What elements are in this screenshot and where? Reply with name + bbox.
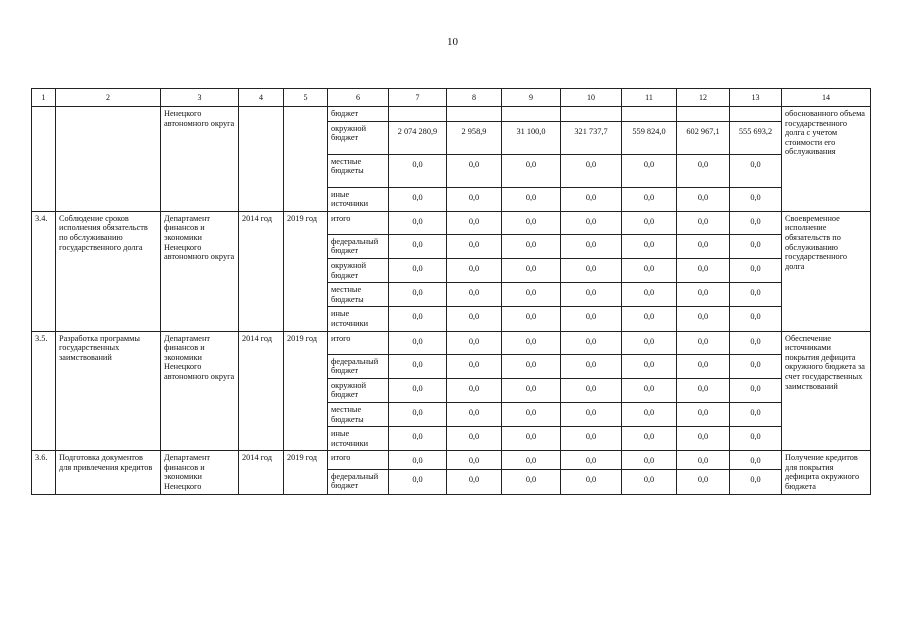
start-year-cell: 2014 год	[239, 211, 284, 331]
value-cell: 0,0	[677, 187, 730, 211]
column-number: 10	[561, 89, 622, 107]
value-cell: 0,0	[677, 354, 730, 378]
funding-source: итого	[328, 211, 389, 234]
item-number-cell: 3.5.	[32, 331, 56, 451]
value-cell: 0,0	[622, 258, 677, 282]
start-year-cell: 2014 год	[239, 331, 284, 451]
value-cell: 0,0	[447, 234, 502, 258]
column-number-row	[32, 89, 871, 107]
value-cell: 2 958,9	[447, 121, 502, 154]
value-cell: 0,0	[677, 378, 730, 402]
value-cell: 0,0	[561, 283, 622, 307]
column-number: 4	[239, 89, 284, 107]
value-cell: 0,0	[447, 307, 502, 331]
executor-cell: Департамент финансов и экономики Ненецкого автономного округа	[161, 331, 239, 451]
value-cell: 0,0	[622, 402, 677, 426]
end-year-cell: 2019 год	[284, 331, 328, 451]
value-cell: 0,0	[447, 427, 502, 451]
value-cell: 0,0	[622, 211, 677, 234]
value-cell: 0,0	[677, 307, 730, 331]
value-cell: 0,0	[389, 451, 447, 469]
value-cell: 0,0	[677, 154, 730, 187]
value-cell: 0,0	[677, 469, 730, 494]
value-cell: 0,0	[622, 154, 677, 187]
value-cell	[730, 107, 782, 122]
value-cell: 0,0	[622, 307, 677, 331]
value-cell: 0,0	[389, 283, 447, 307]
value-cell: 0,0	[389, 402, 447, 426]
value-cell	[502, 107, 561, 122]
value-cell: 0,0	[502, 187, 561, 211]
value-cell: 0,0	[561, 307, 622, 331]
value-cell: 0,0	[447, 211, 502, 234]
item-name-cell	[56, 107, 161, 212]
value-cell: 0,0	[561, 258, 622, 282]
column-number: 5	[284, 89, 328, 107]
value-cell: 0,0	[730, 154, 782, 187]
page-number: 10	[447, 36, 458, 48]
value-cell: 0,0	[502, 258, 561, 282]
item-name-cell: Соблюдение сроков исполнения обязательств по обслуживанию государственного долга	[56, 211, 161, 331]
end-year-cell	[284, 107, 328, 212]
value-cell: 0,0	[677, 258, 730, 282]
value-cell: 0,0	[447, 331, 502, 354]
value-cell	[677, 107, 730, 122]
value-cell: 0,0	[677, 331, 730, 354]
value-cell: 0,0	[677, 234, 730, 258]
end-year-cell: 2019 год	[284, 211, 328, 331]
table-row	[32, 331, 871, 354]
value-cell: 0,0	[502, 451, 561, 469]
value-cell: 0,0	[502, 307, 561, 331]
value-cell: 0,0	[730, 331, 782, 354]
value-cell: 0,0	[502, 154, 561, 187]
value-cell	[447, 107, 502, 122]
value-cell: 0,0	[389, 211, 447, 234]
funding-source: иные источники	[328, 427, 389, 451]
value-cell: 0,0	[502, 283, 561, 307]
value-cell: 0,0	[622, 378, 677, 402]
value-cell: 0,0	[389, 187, 447, 211]
value-cell: 0,0	[730, 234, 782, 258]
item-name-cell: Подготовка документов для привлечения кредитов	[56, 451, 161, 494]
value-cell: 0,0	[389, 307, 447, 331]
program-table	[31, 88, 871, 495]
value-cell: 0,0	[622, 427, 677, 451]
value-cell: 0,0	[502, 402, 561, 426]
column-number: 9	[502, 89, 561, 107]
value-cell: 0,0	[730, 427, 782, 451]
value-cell: 0,0	[622, 234, 677, 258]
value-cell: 0,0	[561, 378, 622, 402]
column-number: 1	[32, 89, 56, 107]
column-number: 14	[782, 89, 871, 107]
value-cell: 0,0	[502, 427, 561, 451]
funding-source: бюджет	[328, 107, 389, 122]
value-cell: 0,0	[502, 469, 561, 494]
value-cell: 0,0	[622, 451, 677, 469]
value-cell: 0,0	[561, 331, 622, 354]
value-cell: 0,0	[561, 354, 622, 378]
table-row	[32, 211, 871, 234]
item-number-cell	[32, 107, 56, 212]
funding-source: федеральный бюджет	[328, 354, 389, 378]
value-cell: 0,0	[730, 402, 782, 426]
value-cell: 0,0	[730, 211, 782, 234]
value-cell: 0,0	[561, 234, 622, 258]
value-cell: 0,0	[677, 427, 730, 451]
value-cell: 0,0	[502, 234, 561, 258]
funding-source: федеральный бюджет	[328, 234, 389, 258]
value-cell: 0,0	[561, 402, 622, 426]
value-cell: 559 824,0	[622, 121, 677, 154]
value-cell: 0,0	[561, 154, 622, 187]
funding-source: итого	[328, 451, 389, 469]
funding-source: местные бюджеты	[328, 283, 389, 307]
value-cell: 0,0	[677, 283, 730, 307]
value-cell: 0,0	[730, 258, 782, 282]
value-cell: 0,0	[389, 378, 447, 402]
value-cell: 0,0	[447, 451, 502, 469]
value-cell: 0,0	[389, 469, 447, 494]
expected-result-cell: обоснованного объема государственного долга с учетом стоимости его обслуживания	[782, 107, 871, 212]
value-cell: 555 693,2	[730, 121, 782, 154]
expected-result-cell: Обеспечение источниками покрытия дефицита окружного бюджета за счет государственных заимствований	[782, 331, 871, 451]
value-cell: 0,0	[447, 469, 502, 494]
value-cell: 0,0	[389, 258, 447, 282]
value-cell: 0,0	[622, 283, 677, 307]
value-cell	[389, 107, 447, 122]
executor-cell: Ненецкого автономного округа	[161, 107, 239, 212]
column-number: 11	[622, 89, 677, 107]
end-year-cell: 2019 год	[284, 451, 328, 494]
value-cell: 0,0	[730, 187, 782, 211]
value-cell: 0,0	[561, 211, 622, 234]
item-name-cell: Разработка программы государственных заимствований	[56, 331, 161, 451]
value-cell: 0,0	[502, 331, 561, 354]
value-cell: 0,0	[447, 283, 502, 307]
funding-source: местные бюджеты	[328, 402, 389, 426]
value-cell: 0,0	[447, 154, 502, 187]
value-cell: 0,0	[677, 211, 730, 234]
value-cell: 0,0	[447, 354, 502, 378]
value-cell: 0,0	[502, 354, 561, 378]
value-cell: 0,0	[502, 211, 561, 234]
funding-source: федеральный бюджет	[328, 469, 389, 494]
start-year-cell	[239, 107, 284, 212]
value-cell: 0,0	[730, 354, 782, 378]
value-cell	[561, 107, 622, 122]
executor-cell: Департамент финансов и экономики Ненецкого	[161, 451, 239, 494]
value-cell: 0,0	[622, 469, 677, 494]
table-row	[32, 451, 871, 469]
value-cell: 2 074 280,9	[389, 121, 447, 154]
value-cell: 0,0	[502, 378, 561, 402]
table-row	[32, 107, 871, 122]
value-cell: 0,0	[622, 331, 677, 354]
executor-cell: Департамент финансов и экономики Ненецкого автономного округа	[161, 211, 239, 331]
value-cell: 0,0	[561, 427, 622, 451]
value-cell: 0,0	[447, 378, 502, 402]
funding-source: иные источники	[328, 187, 389, 211]
column-number: 6	[328, 89, 389, 107]
value-cell: 0,0	[677, 402, 730, 426]
column-number: 3	[161, 89, 239, 107]
funding-source: окружной бюджет	[328, 378, 389, 402]
value-cell: 0,0	[561, 451, 622, 469]
funding-source: окружной бюджет	[328, 258, 389, 282]
expected-result-cell: Своевременное исполнение обязательств по обслуживанию государственного долга	[782, 211, 871, 331]
item-number-cell: 3.6.	[32, 451, 56, 494]
funding-source: окружной бюджет	[328, 121, 389, 154]
column-number: 7	[389, 89, 447, 107]
column-number: 2	[56, 89, 161, 107]
value-cell: 0,0	[447, 258, 502, 282]
value-cell: 0,0	[730, 469, 782, 494]
funding-source: иные источники	[328, 307, 389, 331]
item-number-cell: 3.4.	[32, 211, 56, 331]
start-year-cell: 2014 год	[239, 451, 284, 494]
column-number: 12	[677, 89, 730, 107]
value-cell: 0,0	[622, 354, 677, 378]
value-cell: 0,0	[622, 187, 677, 211]
value-cell: 0,0	[730, 307, 782, 331]
value-cell: 31 100,0	[502, 121, 561, 154]
column-number: 8	[447, 89, 502, 107]
value-cell: 0,0	[389, 234, 447, 258]
funding-source: местные бюджеты	[328, 154, 389, 187]
value-cell: 0,0	[389, 427, 447, 451]
value-cell: 0,0	[561, 469, 622, 494]
value-cell: 0,0	[561, 187, 622, 211]
value-cell	[622, 107, 677, 122]
column-number: 13	[730, 89, 782, 107]
value-cell: 0,0	[677, 451, 730, 469]
value-cell: 0,0	[389, 154, 447, 187]
funding-source: итого	[328, 331, 389, 354]
value-cell: 0,0	[389, 331, 447, 354]
value-cell: 321 737,7	[561, 121, 622, 154]
value-cell: 0,0	[730, 451, 782, 469]
value-cell: 0,0	[447, 402, 502, 426]
value-cell: 602 967,1	[677, 121, 730, 154]
value-cell: 0,0	[730, 378, 782, 402]
value-cell: 0,0	[389, 354, 447, 378]
value-cell: 0,0	[730, 283, 782, 307]
expected-result-cell: Получение кредитов для покрытия дефицита окружного бюджета	[782, 451, 871, 494]
value-cell: 0,0	[447, 187, 502, 211]
